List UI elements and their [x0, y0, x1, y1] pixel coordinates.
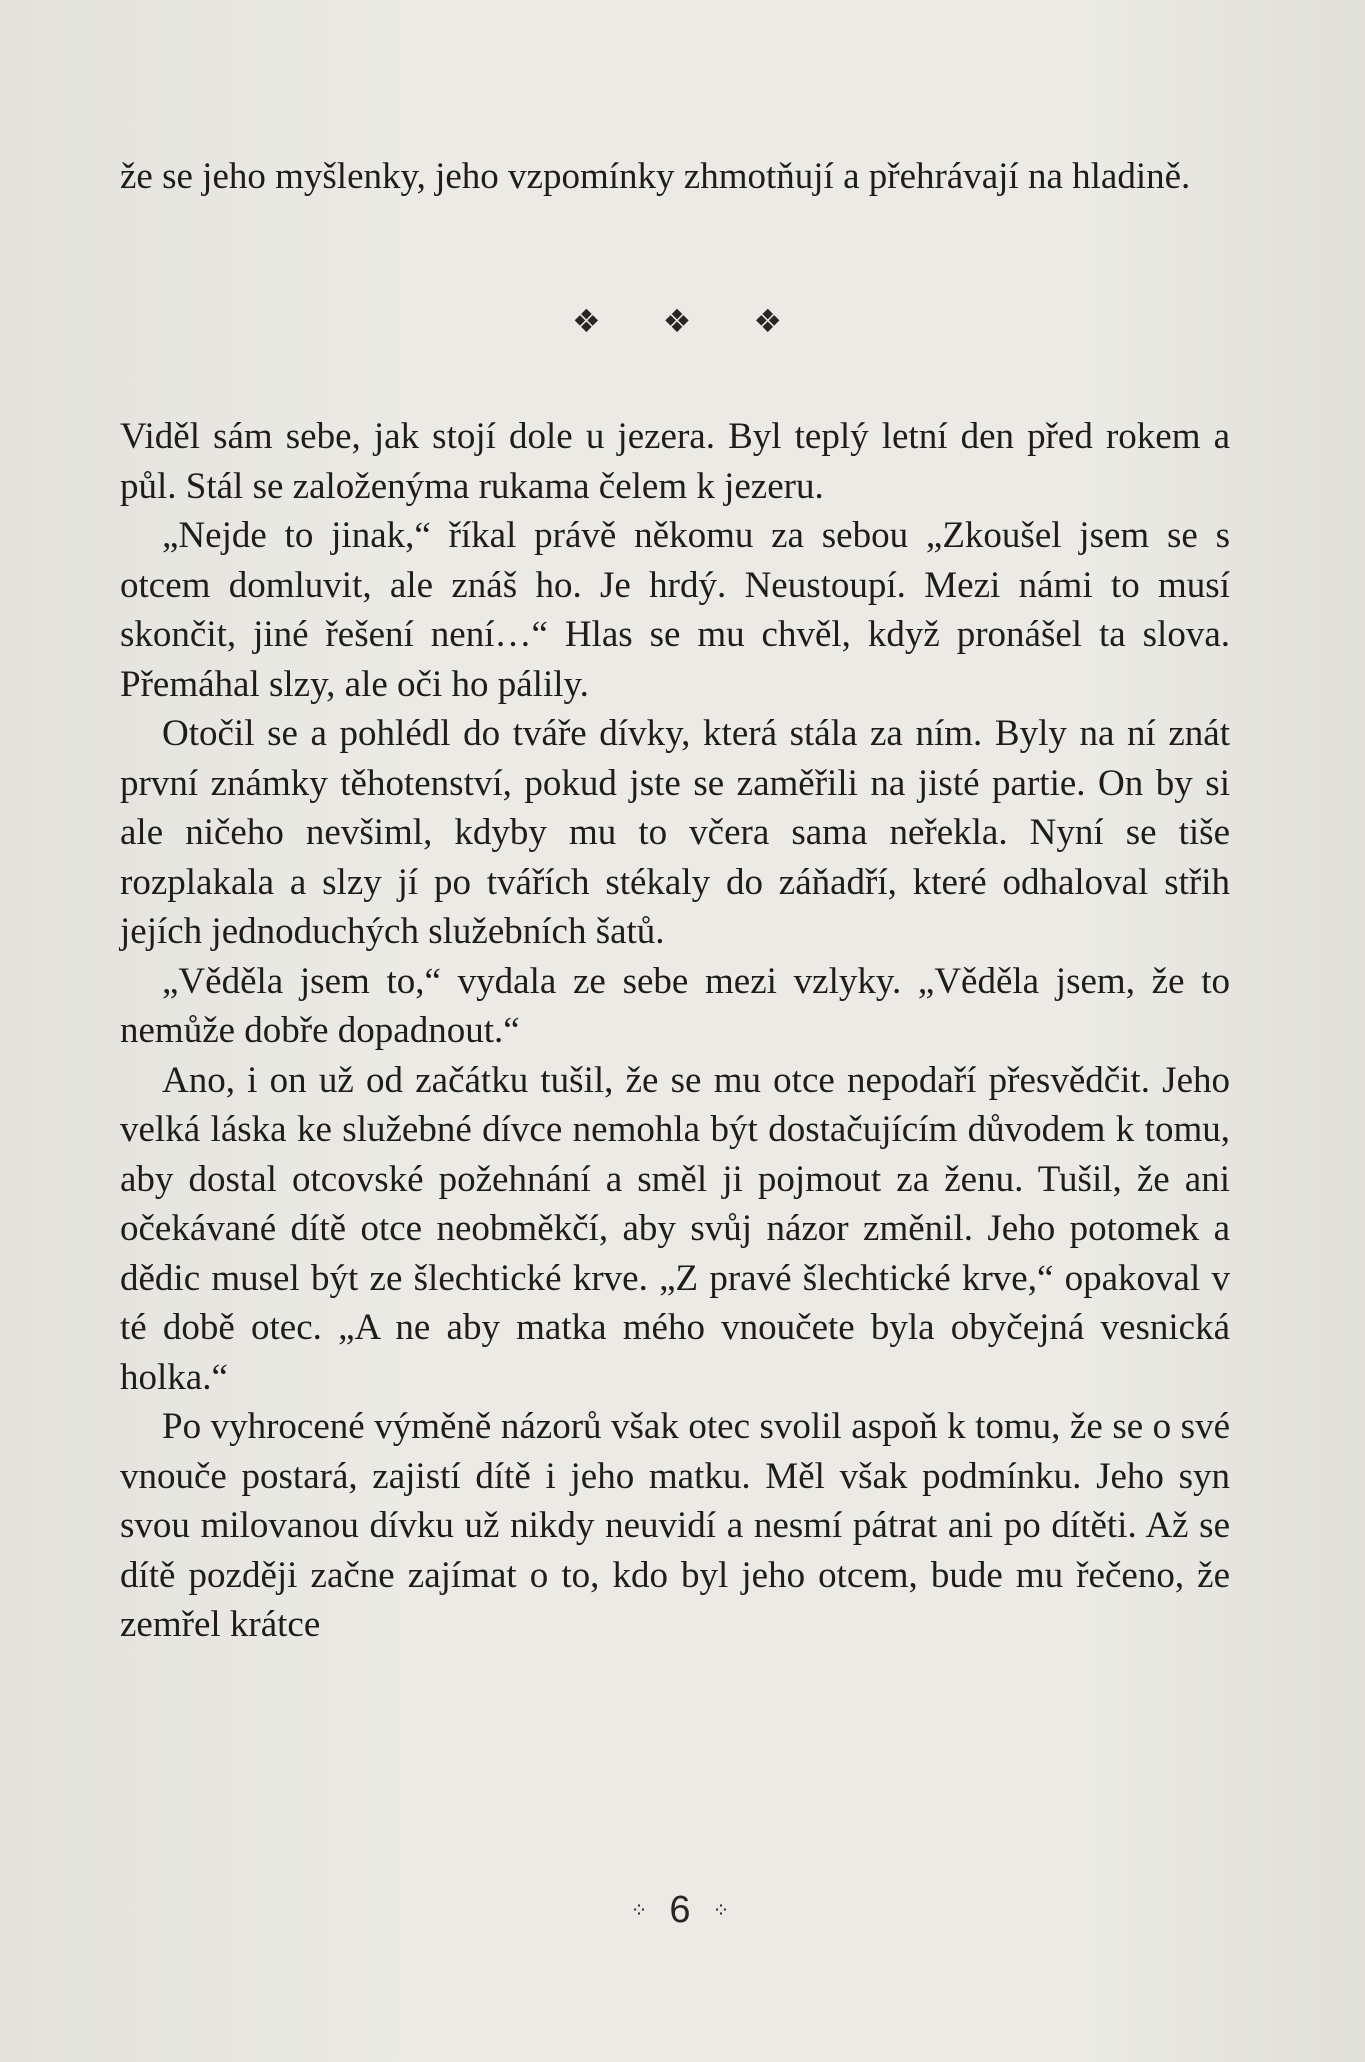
paragraph: „Nejde to jinak,“ říkal právě někomu za sebou „Zkoušel jsem se s otcem domluvit, ale znáš ho. Je hrdý. Neustoupí. Mezi námi to musí skončit, jiné řešení není…“ Hlas se mu chvěl, když pronášel ta slova. Přemáhal slzy, ale oči ho pálily.: [120, 515, 1230, 705]
paragraph: Po vyhrocené výměně názorů však otec svolil aspoň k tomu, že se o své vnouče postará, zajistí dítě i jeho matku. Měl však podmínku. Jeho syn svou milovanou dívku už nikdy neuvidí a nesmí pátrat ani po dítěti. Až se dítě později začne zajímat o to, kdo byl jeho otcem, bude mu řečeno, že zemřel krátce: [120, 1406, 1230, 1645]
diamond-dots-icon: ❖: [662, 302, 692, 340]
diamond-dots-icon: ❖: [572, 302, 601, 340]
page-footer: [580, 1885, 780, 1935]
opening-paragraph: že se jeho myšlenky, jeho vzpomínky zhmotňují a přehrávají na hladině.: [120, 156, 1191, 197]
paragraph: Otočil se a pohlédl do tváře dívky, která stála za ním. Byly na ní znát první známky těhotenství, pokud jste se zaměřili na jisté partie. On by si ale ničeho nevšiml, kdyby mu to včera sama neřekla. Nyní se tiše rozplakala a slzy jí po tvářích stékaly do záňadří, které odhaloval střih jejích jednoduchých služebních šatů.: [120, 713, 1230, 952]
main-text: [120, 412, 1230, 1650]
opening-text: [120, 152, 1230, 202]
section-divider: [572, 296, 782, 346]
diamond-dots-icon: ❖: [753, 302, 782, 340]
paragraph: „Věděla jsem to,“ vydala ze sebe mezi vzlyky. „Věděla jsem, že to nemůže dobře dopadnout.“: [120, 960, 1230, 1051]
paragraph: Ano, i on už od začátku tušil, že se mu otce nepodaří přesvědčit. Jeho velká láska ke služebné dívce nemohla být dostačujícím důvodem k tomu, aby dostal otcovské požehnání a směl ji pojmout za ženu. Tušil, že ani očekávané dítě otce neobměkčí, aby svůj názor změnil. Jeho potomek a dědic musel být ze šlechtické krve. „Z pravé šlechtické krve,“ opakoval v té době otec. „A ne aby matka mého vnoučete byla obyčejná vesnická holka.“: [120, 1059, 1230, 1398]
dot-ornament-icon: ⁘: [712, 1898, 730, 1922]
dot-ornament-icon: ⁘: [630, 1898, 648, 1922]
paragraph: Viděl sám sebe, jak stojí dole u jezera. Byl teplý letní den před rokem a půl. Stál se založenýma rukama čelem k jezeru.: [120, 416, 1230, 507]
page-number: 6: [669, 1889, 691, 1931]
